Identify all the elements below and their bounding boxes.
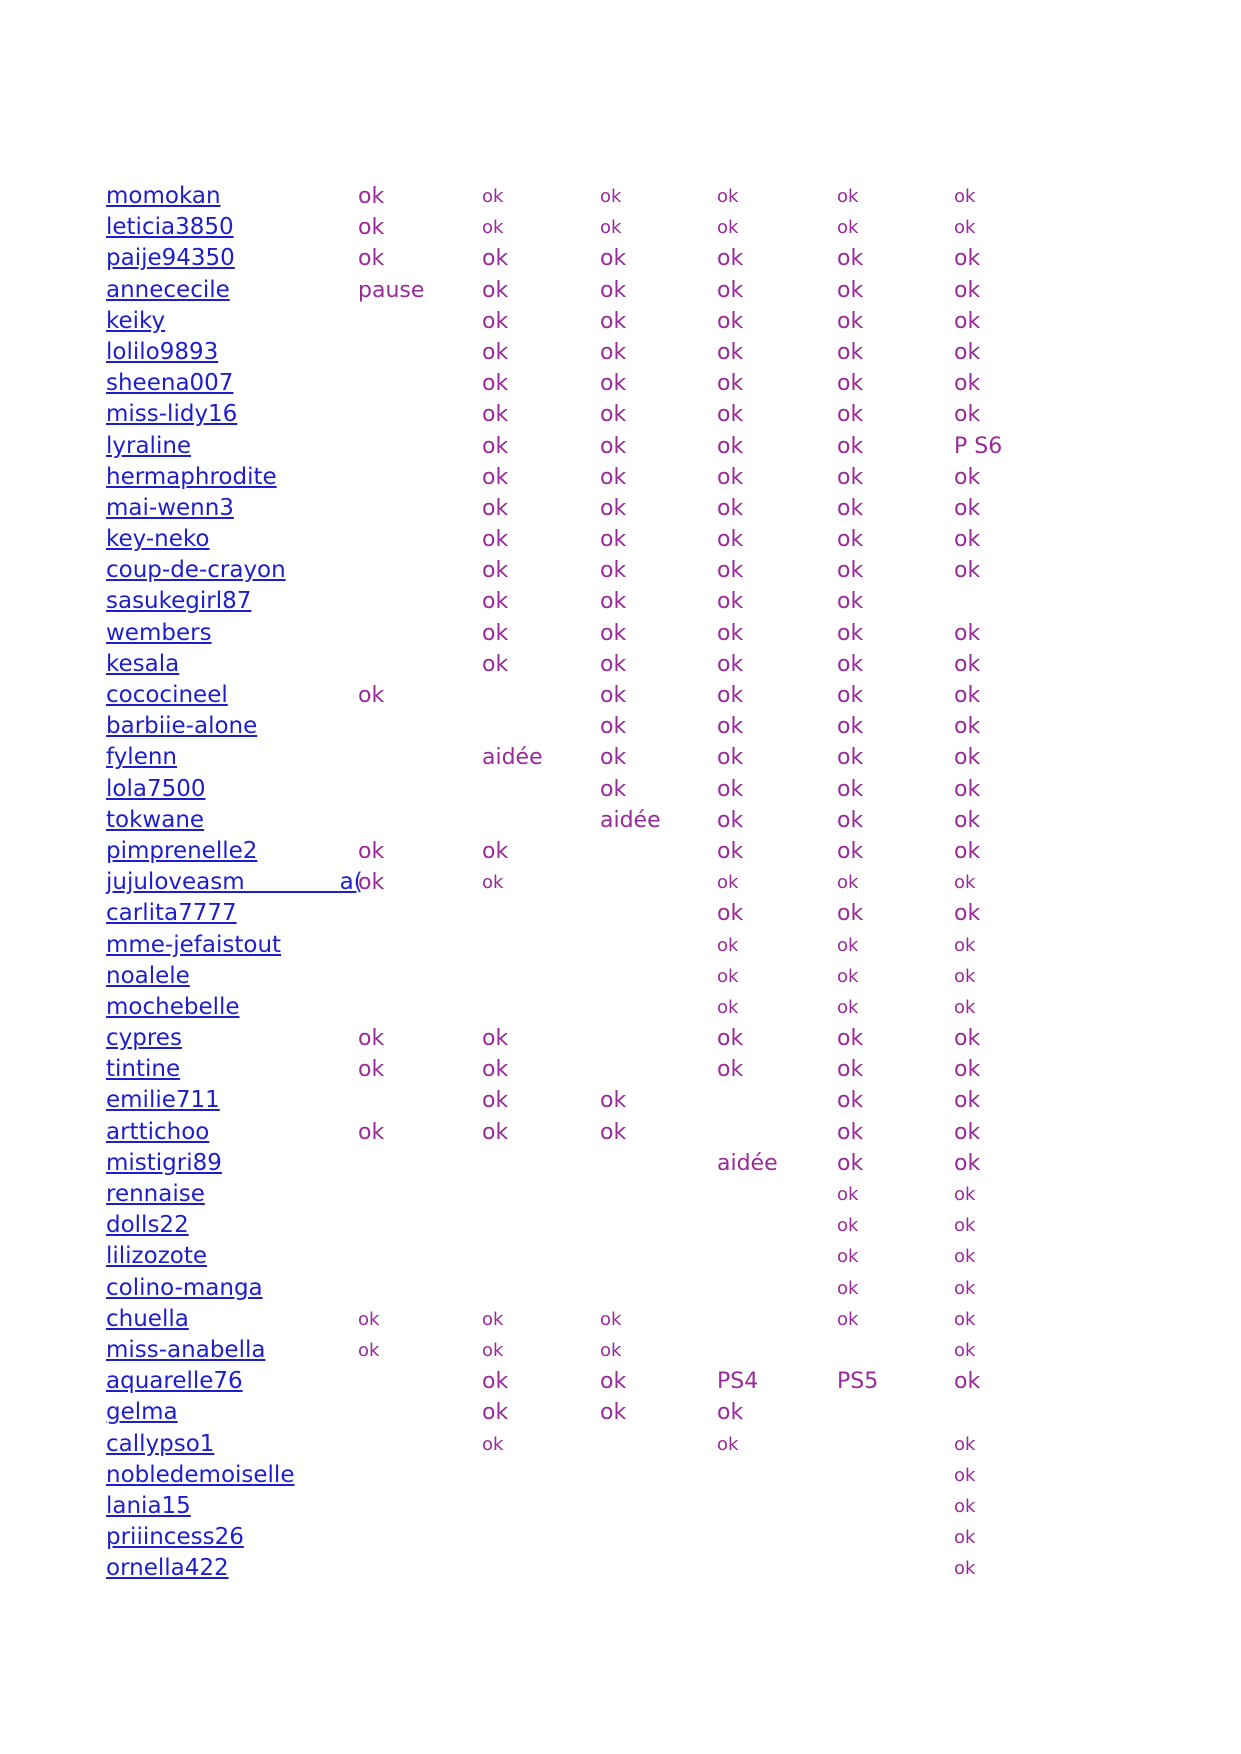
status-cell: ok	[837, 1150, 864, 1176]
status-cell: ok	[954, 901, 981, 927]
status-cell: PS5	[837, 1369, 879, 1395]
status-cell: ok	[837, 620, 864, 646]
status-cell: ok	[358, 838, 385, 864]
username-link[interactable]: cococineel	[106, 682, 228, 708]
status-cell: ok	[837, 996, 859, 1018]
status-cell: ok	[837, 1308, 859, 1330]
status-cell: ok	[837, 1026, 864, 1052]
table-row	[0, 992, 1241, 1023]
table-row	[0, 462, 1241, 493]
status-cell: ok	[482, 1433, 504, 1455]
username-link[interactable]: dolls22	[106, 1212, 189, 1239]
table-row	[0, 368, 1241, 399]
status-cell: ok	[837, 1246, 859, 1268]
status-cell: ok	[482, 339, 509, 365]
username-link[interactable]: emilie711	[106, 1087, 220, 1114]
username-link[interactable]: cypres	[106, 1025, 182, 1052]
status-cell: aidée	[482, 745, 543, 771]
status-cell: ok	[954, 402, 981, 428]
status-cell: ok	[482, 1339, 504, 1361]
table-row	[0, 961, 1241, 992]
username-link[interactable]: coup-de-crayon	[106, 557, 286, 584]
status-cell: ok	[837, 714, 864, 740]
table-row	[0, 1210, 1241, 1241]
status-cell: ok	[837, 217, 859, 239]
table-row	[0, 493, 1241, 524]
status-cell: ok	[600, 1308, 622, 1330]
table-row	[0, 836, 1241, 867]
status-cell: ok	[954, 745, 981, 771]
table-row	[0, 618, 1241, 649]
username-link[interactable]: mai-wenn3	[106, 494, 234, 521]
username-link[interactable]: callypso1	[106, 1430, 215, 1457]
username-link[interactable]: leticia3850	[106, 214, 234, 241]
status-cell: ok	[482, 246, 509, 272]
username-link[interactable]: mochebelle	[106, 993, 240, 1020]
status-cell: ok	[358, 1308, 380, 1330]
username-link[interactable]: miss-lidy16	[106, 401, 238, 428]
status-cell: ok	[837, 965, 859, 987]
status-cell: pause	[358, 277, 425, 303]
status-cell: ok	[482, 651, 509, 677]
username-link[interactable]: key-neko	[106, 526, 210, 553]
status-cell: ok	[717, 872, 739, 894]
table-row	[0, 1117, 1241, 1148]
table-row	[0, 181, 1241, 212]
status-cell: ok	[717, 371, 744, 397]
username-link[interactable]: nobledemoiselle	[106, 1461, 295, 1488]
status-cell: ok	[482, 620, 509, 646]
status-cell: ok	[954, 1527, 976, 1549]
username-link[interactable]: momokan	[106, 183, 221, 209]
username-link[interactable]: jujuloveasm a(	[106, 869, 363, 896]
status-cell: ok	[954, 1308, 976, 1330]
status-cell: ok	[717, 186, 739, 207]
status-cell: ok	[717, 714, 744, 740]
table-row	[0, 306, 1241, 337]
table-row	[0, 805, 1241, 836]
status-cell: ok	[482, 1119, 509, 1145]
table-row	[0, 1085, 1241, 1116]
status-cell: ok	[954, 1277, 976, 1299]
status-cell: ok	[954, 807, 981, 833]
status-cell: ok	[600, 464, 627, 490]
status-cell: ok	[954, 965, 976, 987]
status-cell: ok	[717, 558, 744, 584]
status-cell: ok	[837, 1184, 859, 1205]
table-row	[0, 898, 1241, 929]
status-cell: ok	[954, 1464, 976, 1486]
status-cell: ok	[717, 464, 744, 490]
status-cell: ok	[717, 1057, 744, 1083]
username-link[interactable]: lola7500	[106, 775, 206, 802]
table-row	[0, 1273, 1241, 1304]
status-cell: ok	[482, 838, 509, 864]
status-cell: ok	[717, 402, 744, 428]
status-cell: ok	[837, 495, 864, 521]
status-cell: ok	[482, 527, 509, 553]
status-cell: ok	[482, 1026, 509, 1052]
status-cell: ok	[717, 620, 744, 646]
username-link[interactable]: arttichoo	[106, 1118, 210, 1145]
status-cell: ok	[482, 186, 504, 207]
username-link[interactable]: annececile	[106, 276, 230, 303]
status-cell: ok	[482, 308, 509, 334]
table-row	[0, 649, 1241, 680]
table-row	[0, 1304, 1241, 1335]
table-row	[0, 1460, 1241, 1491]
username-link[interactable]: lilizozote	[106, 1243, 208, 1270]
status-cell: ok	[954, 872, 976, 894]
status-cell: ok	[600, 1339, 622, 1361]
status-cell: ok	[954, 1184, 976, 1205]
status-cell: ok	[600, 589, 627, 615]
status-cell: ok	[600, 371, 627, 397]
table-row	[0, 1054, 1241, 1085]
status-cell: ok	[837, 246, 864, 272]
username-link[interactable]: lania15	[106, 1492, 191, 1519]
status-cell: ok	[717, 996, 739, 1018]
status-cell: ok	[600, 217, 622, 239]
status-cell: ok	[600, 186, 622, 207]
status-cell: ok	[954, 339, 981, 365]
table-row	[0, 524, 1241, 555]
status-cell: ok	[717, 433, 744, 459]
status-cell: ok	[482, 1088, 509, 1114]
username-link[interactable]: ornella422	[106, 1555, 229, 1582]
status-cell: ok	[954, 1246, 976, 1268]
username-link[interactable]: tokwane	[106, 806, 205, 833]
status-cell: ok	[717, 277, 744, 303]
status-cell: ok	[358, 1119, 385, 1145]
status-cell: ok	[482, 1369, 509, 1395]
status-cell: ok	[717, 1433, 739, 1455]
username-link[interactable]: carlita7777	[106, 900, 237, 927]
status-cell: ok	[482, 495, 509, 521]
status-cell: ok	[717, 217, 739, 239]
table-row	[0, 1553, 1241, 1584]
table-row	[0, 1397, 1241, 1428]
status-cell: ok	[954, 776, 981, 802]
table-row	[0, 1179, 1241, 1210]
status-cell: ok	[600, 402, 627, 428]
table-row	[0, 399, 1241, 430]
status-cell: ok	[954, 186, 976, 207]
status-cell: ok	[482, 464, 509, 490]
username-link[interactable]: chuella	[106, 1305, 189, 1332]
status-cell: ok	[482, 217, 504, 239]
status-cell: ok	[600, 745, 627, 771]
username-link[interactable]: hermaphrodite	[106, 463, 277, 490]
table-row	[0, 1335, 1241, 1366]
status-cell: ok	[837, 308, 864, 334]
status-cell: ok	[717, 807, 744, 833]
status-cell: ok	[358, 870, 385, 896]
status-cell: ok	[600, 620, 627, 646]
status-cell: ok	[954, 620, 981, 646]
status-cell: ok	[954, 1369, 981, 1395]
username-link[interactable]: paije94350	[106, 245, 235, 272]
table-row	[0, 930, 1241, 961]
table-row	[0, 586, 1241, 617]
status-cell: ok	[954, 1215, 976, 1237]
status-cell: ok	[717, 745, 744, 771]
table-row	[0, 337, 1241, 368]
username-link[interactable]: tintine	[106, 1056, 181, 1083]
status-cell: ok	[717, 339, 744, 365]
status-cell: ok	[954, 1057, 981, 1083]
status-cell: ok	[837, 464, 864, 490]
status-cell: ok	[717, 965, 739, 987]
status-cell: ok	[954, 1026, 981, 1052]
status-cell: ok	[954, 1150, 981, 1176]
status-cell: ok	[954, 217, 976, 239]
status-cell: ok	[482, 402, 509, 428]
status-cell: ok	[482, 558, 509, 584]
status-cell: ok	[837, 527, 864, 553]
status-cell: ok	[482, 1400, 509, 1426]
table-row	[0, 1522, 1241, 1553]
table-row	[0, 1429, 1241, 1460]
status-cell: ok	[837, 807, 864, 833]
status-cell: ok	[358, 683, 385, 708]
username-link[interactable]: sheena007	[106, 370, 234, 397]
table-row	[0, 275, 1241, 306]
status-cell: aidée	[717, 1150, 778, 1176]
status-cell: ok	[954, 1119, 981, 1145]
status-cell: ok	[482, 1308, 504, 1330]
status-cell: ok	[954, 996, 976, 1018]
status-cell: ok	[717, 934, 739, 956]
status-cell: ok	[954, 651, 981, 677]
status-cell: ok	[837, 745, 864, 771]
status-cell: ok	[600, 339, 627, 365]
username-link[interactable]: fylenn	[106, 744, 177, 771]
status-cell: ok	[837, 683, 864, 708]
status-cell: ok	[717, 589, 744, 615]
status-cell: ok	[358, 1339, 380, 1361]
table-row	[0, 555, 1241, 586]
status-cell: ok	[600, 683, 627, 708]
status-cell: ok	[837, 371, 864, 397]
status-table	[0, 181, 1241, 1584]
table-row	[0, 774, 1241, 805]
status-cell: ok	[837, 186, 859, 207]
status-cell: ok	[600, 1400, 627, 1426]
status-cell: P S6	[954, 433, 1003, 459]
table-row	[0, 1023, 1241, 1054]
status-cell: ok	[717, 776, 744, 802]
status-cell: ok	[954, 714, 981, 740]
status-cell: ok	[837, 934, 859, 956]
table-row	[0, 1241, 1241, 1272]
username-link[interactable]: sasukegirl87	[106, 588, 252, 615]
username-link[interactable]: mme-jefaistout	[106, 931, 282, 958]
status-cell: ok	[954, 838, 981, 864]
status-cell: ok	[717, 308, 744, 334]
status-cell: ok	[954, 308, 981, 334]
table-row	[0, 1366, 1241, 1397]
status-cell: ok	[600, 714, 627, 740]
status-cell: ok	[482, 277, 509, 303]
username-link[interactable]: keiky	[106, 307, 166, 334]
status-cell: ok	[837, 433, 864, 459]
status-cell: ok	[717, 651, 744, 677]
status-cell: ok	[482, 433, 509, 459]
username-link[interactable]: priiincess26	[106, 1524, 244, 1551]
table-row	[0, 431, 1241, 462]
status-cell: ok	[600, 1119, 627, 1145]
status-cell: ok	[954, 1088, 981, 1114]
status-cell: ok	[358, 184, 385, 209]
username-link[interactable]: wembers	[106, 619, 212, 646]
username-link[interactable]: colino-manga	[106, 1274, 263, 1301]
status-cell: ok	[600, 277, 627, 303]
status-cell: ok	[954, 527, 981, 553]
status-cell: ok	[358, 1026, 385, 1052]
status-cell: ok	[954, 1339, 976, 1361]
status-cell: ok	[837, 1215, 859, 1237]
username-link[interactable]: miss-anabella	[106, 1336, 266, 1363]
username-link[interactable]: barbiie-alone	[106, 713, 258, 740]
status-cell: ok	[600, 308, 627, 334]
table-row	[0, 867, 1241, 898]
status-cell: ok	[600, 246, 627, 272]
status-cell: ok	[837, 339, 864, 365]
status-cell: ok	[837, 558, 864, 584]
status-cell: ok	[600, 495, 627, 521]
status-cell: ok	[954, 495, 981, 521]
username-link[interactable]: pimprenelle2	[106, 837, 258, 864]
status-cell: ok	[482, 589, 509, 615]
username-link[interactable]: lyraline	[106, 432, 192, 459]
table-row	[0, 742, 1241, 773]
table-row	[0, 1491, 1241, 1522]
status-cell: ok	[954, 683, 981, 708]
status-cell: ok	[837, 277, 864, 303]
status-cell: ok	[837, 1057, 864, 1083]
status-cell: ok	[600, 651, 627, 677]
status-cell: ok	[954, 371, 981, 397]
status-cell: ok	[717, 527, 744, 553]
status-cell: ok	[837, 1088, 864, 1114]
status-cell: ok	[837, 901, 864, 927]
status-cell: ok	[954, 1495, 976, 1517]
username-link[interactable]: gelma	[106, 1399, 178, 1426]
status-cell: ok	[482, 371, 509, 397]
status-cell: ok	[837, 651, 864, 677]
status-cell: ok	[600, 1088, 627, 1114]
status-cell: ok	[837, 402, 864, 428]
status-cell: ok	[717, 1400, 744, 1426]
status-cell: ok	[600, 1369, 627, 1395]
status-cell: ok	[358, 215, 385, 241]
status-cell: ok	[600, 558, 627, 584]
username-link[interactable]: kesala	[106, 650, 180, 677]
status-cell: ok	[600, 776, 627, 802]
status-cell: ok	[717, 838, 744, 864]
status-cell: ok	[482, 872, 504, 894]
status-cell: ok	[954, 246, 981, 272]
status-cell: ok	[717, 1026, 744, 1052]
status-cell: ok	[954, 1433, 976, 1455]
username-link[interactable]: noalele	[106, 962, 190, 989]
status-cell: ok	[837, 589, 864, 615]
status-cell: ok	[717, 683, 744, 708]
status-cell: ok	[837, 1277, 859, 1299]
status-cell: ok	[837, 872, 859, 894]
status-cell: ok	[954, 1558, 976, 1580]
table-row	[0, 1148, 1241, 1179]
status-cell: ok	[717, 246, 744, 272]
status-cell: ok	[954, 558, 981, 584]
status-cell: ok	[837, 1119, 864, 1145]
status-cell: ok	[717, 495, 744, 521]
table-row	[0, 212, 1241, 243]
status-cell: ok	[600, 527, 627, 553]
status-cell: ok	[837, 776, 864, 802]
status-cell: ok	[717, 901, 744, 927]
status-cell: ok	[358, 1057, 385, 1083]
username-link[interactable]: mistigri89	[106, 1149, 222, 1176]
table-row	[0, 680, 1241, 711]
status-cell: PS4	[717, 1369, 759, 1395]
status-cell: ok	[358, 246, 385, 272]
username-link[interactable]: lolilo9893	[106, 338, 219, 365]
status-cell: ok	[954, 934, 976, 956]
status-cell: ok	[837, 838, 864, 864]
status-cell: aidée	[600, 807, 661, 833]
table-row	[0, 711, 1241, 742]
status-cell: ok	[954, 277, 981, 303]
status-cell: ok	[600, 433, 627, 459]
status-cell: ok	[954, 464, 981, 490]
status-cell: ok	[482, 1057, 509, 1083]
username-link[interactable]: rennaise	[106, 1181, 205, 1207]
username-link[interactable]: aquarelle76	[106, 1368, 243, 1395]
table-row	[0, 243, 1241, 274]
